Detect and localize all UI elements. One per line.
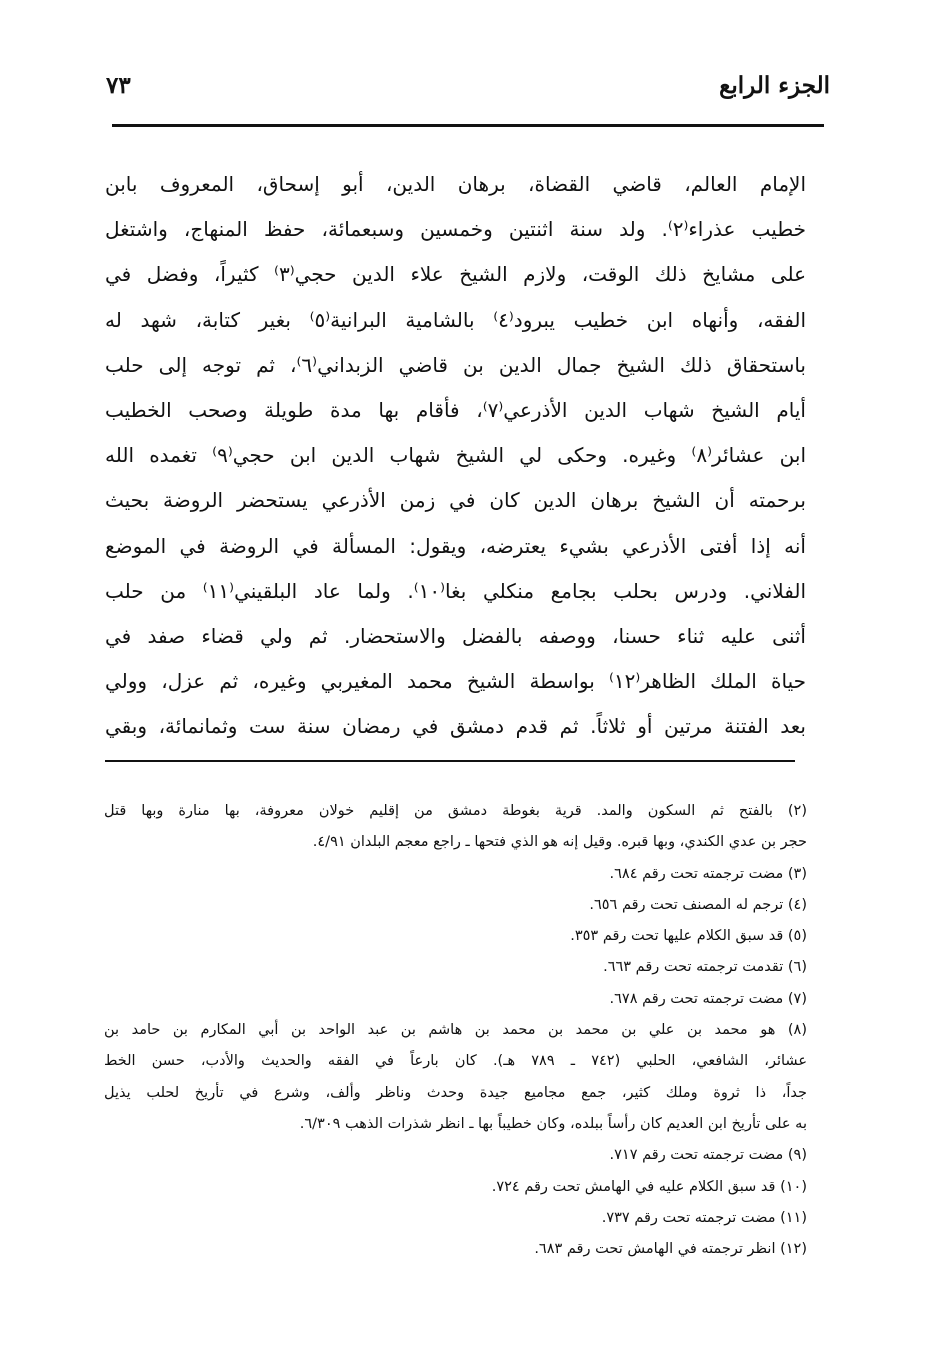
text-line: خطيب عذراء⁽٢⁾. ولد سنة اثنتين وخمسين وسبعمائة، حفظ المنهاج، واشتغل	[105, 217, 806, 242]
text-line: حياة الملك الظاهر⁽١٢⁾ بواسطة الشيخ محمد المغيربي وغيره، ثم عزل، وولي	[105, 669, 806, 694]
header-rule	[112, 124, 824, 127]
main-text	[105, 162, 806, 749]
footnote-line: (١٠) قد سبق الكلام عليه في الهامش تحت رقم ٧٢٤.	[491, 1178, 807, 1195]
text-line: بعد الفتنة مرتين أو ثلاثاً. ثم قدم دمشق في رمضان سنة ست وثمانمائة، وبقي	[105, 714, 806, 739]
footnote-line: (٢) بالفتح ثم السكون والمد. قرية بغوطة دمشق من إقليم خولان معروفة، بها منارة وبها قتل	[104, 803, 807, 819]
text-line: الفلاني. ودرس بحلب بجامع منكلي بغا⁽١٠⁾. ولما عاد البلقيني⁽١١⁾ من حلب	[105, 578, 806, 603]
footnotes	[104, 796, 807, 1265]
page-header	[106, 72, 830, 116]
text-line: أيام الشيخ شهاب الدين الأذرعي⁽٧⁾، فأقام بها مدة طويلة وصحب الخطيب	[105, 397, 806, 422]
footnote-line: به على تأريخ ابن العديم كان رأساً ببلده، وكان خطيباً بها ـ انظر شذرات الذهب ٦/٣٠٩.	[299, 1115, 807, 1132]
text-line: ابن عشائر⁽٨⁾ وغيره. وحكى لي الشيخ شهاب الدين ابن حجي⁽٩⁾ تغمده الله	[105, 443, 806, 468]
footnote-line: (٨) هو محمد بن علي بن محمد بن محمد بن هاشم بن عبد الواحد بن أبي المكارم بن حامد بن	[104, 1022, 807, 1039]
text-line: أنه إذا أفتى الأذرعي بشيء يعترضه، ويقول: المسألة في الروضة في الموضع	[105, 533, 806, 558]
footnote-line: حجر بن عدي الكندي، وبها قبره. وقيل إنه هو الذي فتحها ـ راجع معجم البلدان ٤/٩١.	[312, 834, 807, 851]
footnote-line: عشائر، الشافعي، الحلبي (٧٤٢ ـ ٧٨٩ هـ). كان بارعاً في الفقه والحديث والأدب، حسن الخط	[104, 1053, 807, 1070]
text-line: على مشايخ ذلك الوقت، ولازم الشيخ علاء الدين حجي⁽٣⁾ كثيراً، وفضل في	[105, 262, 806, 287]
footnote-line: (٦) تقدمت ترجمته تحت رقم ٦٦٣.	[603, 959, 807, 976]
footnote-line: (٧) مضت ترجمته تحت رقم ٦٧٨.	[609, 990, 807, 1007]
footnote-line: (٤) ترجم له المصنف تحت رقم ٦٥٦.	[589, 896, 807, 913]
text-line: الإمام العالم، قاضي القضاة، برهان الدين، أبو إسحاق، المعروف بابن	[105, 172, 806, 196]
text-line: أثنى عليه ثناء حسنا، ووصفه بالفضل والاستحضار. ثم ولي قضاء صفد في	[105, 623, 806, 648]
text-line: برحمته أن الشيخ برهان الدين كان في زمن الأذرعي يستحضر الروضة بحيث	[105, 488, 806, 513]
footnote-line: (١٢) انظر ترجمته في الهامش تحت رقم ٦٨٣.	[534, 1241, 807, 1258]
footnote-line: (٣) مضت ترجمته تحت رقم ٦٨٤.	[609, 865, 807, 882]
running-title: الجزء الرابع	[719, 72, 830, 99]
footnote-line: (١١) مضت ترجمته تحت رقم ٧٣٧.	[601, 1209, 807, 1226]
text-line: باستحقاق ذلك الشيخ جمال الدين بن قاضي الزبداني⁽٦⁾، ثم توجه إلى حلب	[105, 352, 806, 377]
footnote-separator	[105, 760, 795, 762]
text-line: الفقه، وأنهاه ابن خطيب يبرود⁽٤⁾ بالشامية البرانية⁽٥⁾ بغير كتابة، شهد له	[105, 307, 806, 332]
footnote-line: (٥) قد سبق الكلام عليها تحت رقم ٣٥٣.	[570, 928, 807, 945]
page-number: ٧٣	[106, 72, 131, 99]
footnote-line: جداً، ذا ثروة وملك كثير، جمع مجاميع جيدة وحدث وناظر وألف، وشرع في تأريخ لحلب يذيل	[104, 1084, 807, 1101]
footnote-line: (٩) مضت ترجمته تحت رقم ٧١٧.	[609, 1147, 807, 1164]
